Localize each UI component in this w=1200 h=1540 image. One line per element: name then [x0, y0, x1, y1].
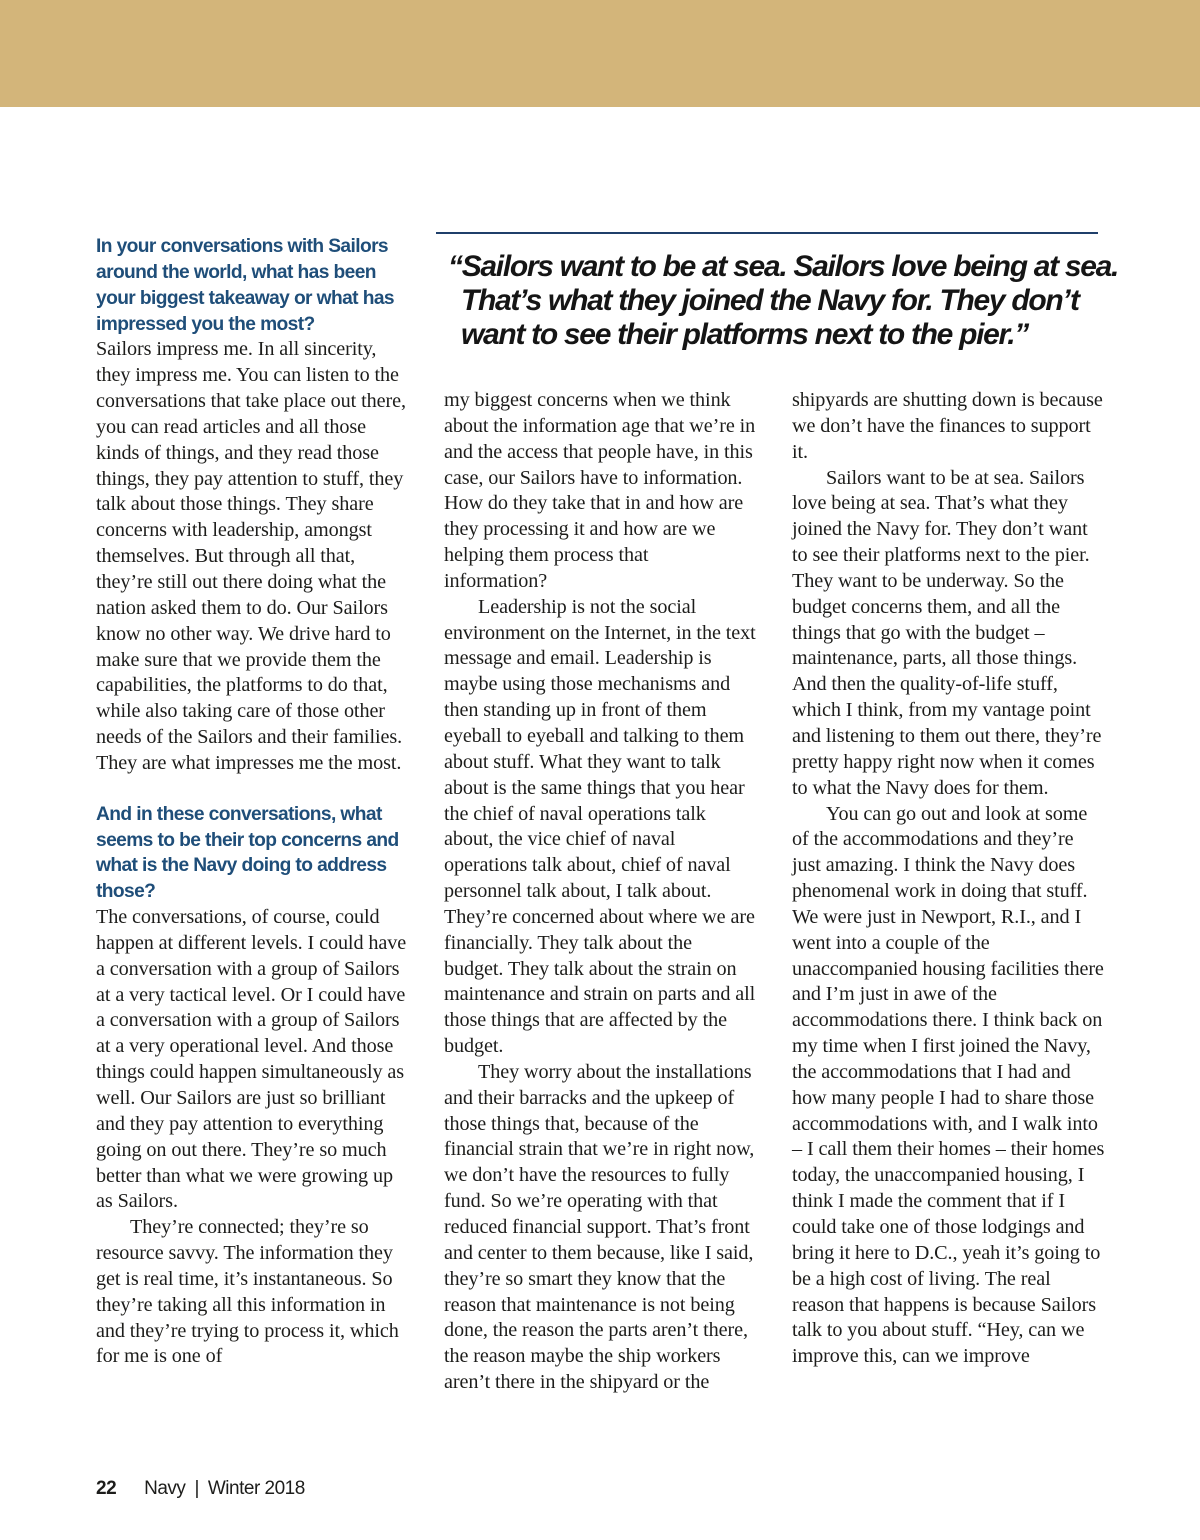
page-number: 22: [96, 1478, 117, 1499]
column-1: [96, 234, 408, 1370]
column-2-paragraph-1: my biggest concerns when we think about the information age that we’re in and the access that people have, in this case, our Sailors have to information. How do they take that in and how are they processing it and how are we helping them process that information?: [444, 389, 756, 592]
answer-paragraph-2: The conversations, of course, could happen at different levels. I could have a conversation with a group of Sailors at a very tactical level. Or I could have a conversation with a group of Sailors at a very operational level. And those things could happen simultaneously as well. Our Sailors are just so brilliant and they pay attention to everything going on out there. They’re so much better than what we were growing up as Sailors.: [96, 906, 407, 1213]
footer-separator: |: [194, 1478, 199, 1499]
pull-quote: “Sailors want to be at sea. Sailors love being at sea. That’s what they joined the Navy for. They don’t want to see their platforms next to the pier.”: [448, 250, 1119, 351]
answer-paragraph-1: Sailors impress me. In all sincerity, they impress me. You can listen to the conversations that take place out there, you can read articles and all those kinds of things, and they read those things, they pay attention to stuff, they talk about those things. They share concerns with leadership, amongst themselves. But through all that, they’re still out there doing what the nation asked them to do. Our Sailors know no other way. We drive hard to make sure that we provide them the capabilities, the platforms to do that, while also taking care of those other needs of the Sailors and their families. They are what impresses me the most.: [96, 338, 406, 774]
column-2: [444, 388, 756, 1396]
publication-name: Navy: [144, 1478, 186, 1499]
pull-quote-rule: [436, 232, 1098, 234]
page-footer: [96, 1478, 305, 1506]
question-heading-2: And in these conversations, what seems to be their top concerns and what is the Navy doing to address those?: [96, 803, 399, 903]
column-2-paragraph-2: Leadership is not the social environment on the Internet, in the text message and email. Leadership is maybe using those mechanisms and then standing up in front of them eyeball to eyeball and talking to them about stuff. What they want to talk about is the same things that you hear the chief of naval operations talk about, the vice chief of naval operations talk about, chief of naval personnel talk about, I talk about. They’re concerned about where we are financially. They talk about the budget. They talk about the strain on maintenance and strain on parts and all those things that are affected by the budget.: [444, 595, 756, 1058]
column-3-paragraph-3: You can go out and look at some of the accommodations and they’re just amazing. I think the Navy does phenomenal work in doing that stuff. We were just in Newport, R.I., and I went into a couple of the unaccompanied housing facilities there and I’m just in awe of the accommodations there. I think back on my time when I first joined the Navy, the accommodations that I had and how many people I had to share those accommodations with, and I walk into – I call them their homes – their homes today, the unaccompanied housing, I think I made the comment that if I could take one of those lodgings and bring it here to D.C., yeah it’s going to be a high cost of living. The real reason that happens is because Sailors talk to you about stuff. “Hey, can we improve this, can we improve: [792, 802, 1105, 1368]
column-2-paragraph-3: They worry about the installations and their barracks and the upkeep of those things that, because of the financial strain that we’re in right now, we don’t have the resources to fully fund. So we’re operating with that reduced financial support. That’s front and center to them because, like I said, they’re so smart they know that the reason that maintenance is not being done, the reason the parts aren’t there, the reason maybe the ship workers aren’t there in the shipyard or the: [444, 1060, 755, 1394]
answer-paragraph-3: They’re connected; they’re so resource savvy. The information they get is real time, it’s instantaneous. So they’re taking all this information in and they’re trying to process it, which for me is one of: [96, 1216, 399, 1368]
column-3-paragraph-1: shipyards are shutting down is because we don’t have the finances to support it.: [792, 389, 1103, 463]
column-3: [792, 388, 1106, 1370]
column-3-paragraph-2: Sailors want to be at sea. Sailors love being at sea. That’s what they joined the Navy for. They don’t want to see their platforms next to the pier. They want to be underway. So the budget concerns them, and all the things that go with the budget – maintenance, parts, all those things. And then the quality-of-life stuff, which I think, from my vantage point and listening to them out there, they’re pretty happy right now when it comes to what the Navy does for them.: [792, 466, 1102, 799]
issue-date: Winter 2018: [207, 1478, 305, 1499]
top-color-band: [0, 0, 1200, 107]
question-heading-1: In your conversations with Sailors around the world, what has been your biggest takeaway or what has impressed you the most?: [96, 236, 394, 335]
